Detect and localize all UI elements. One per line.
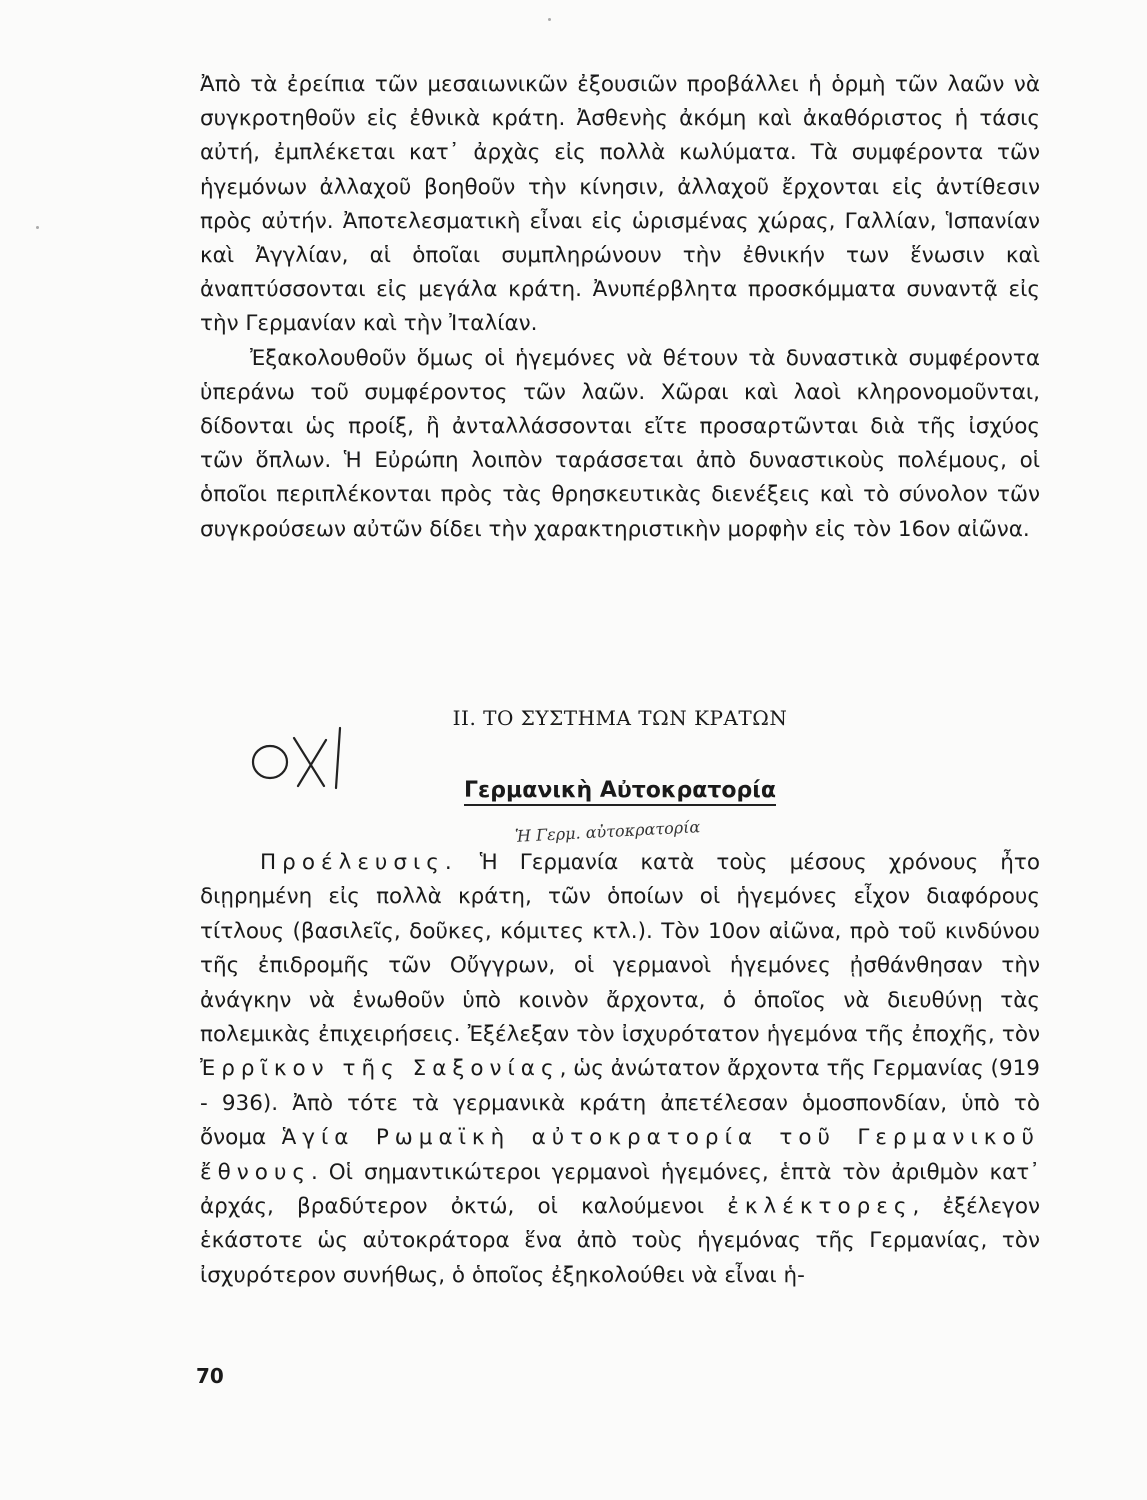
handwritten-annotation: Ἡ Γερμ. αὐτοκρατορία [514, 817, 701, 846]
lead-word: Προέλευσις. [260, 850, 458, 875]
spaced-name-1: Ἐρρῖκον τῆς Σαξονίας [200, 1056, 560, 1082]
subheading-text: Γερμανικὴ Αὐτοκρατορία [464, 778, 776, 806]
paper-speck [36, 226, 39, 229]
paragraph-1: Ἀπὸ τὰ ἐρείπια τῶν μεσαιωνικῶν ἐξουσιῶν προβάλλει ἡ ὁρμὴ τῶν λαῶν νὰ συγκροτηθοῦν εἰς ἐθνικὰ κράτη. Ἀσθενὴς ἀκόμη καὶ ἀκαθόριστος ἡ τάσις αὐτή, ἐμπλέκεται κατ᾽ ἀρχὰς εἰς πολλὰ κωλύματα. Τὰ συμφέροντα τῶν ἡγεμόνων ἀλλαχοῦ βοηθοῦν τὴν κίνησιν, ἀλλαχοῦ ἔρχονται εἰς ἀντίθεσιν πρὸς αὐτήν. Ἀποτελεσματικὴ εἶναι εἰς ὡρισμένας χώρας, Γαλλίαν, Ἱσπανίαν καὶ Ἀγγλίαν, αἱ ὁποῖαι συμπληρώνουν τὴν ἐθνικήν των ἕνωσιν καὶ ἀναπτύσσονται εἰς μεγάλα κράτη. Ἀνυπέρβλητα προσκόμματα συναντᾷ εἰς τὴν Γερμανίαν καὶ τὴν Ἰταλίαν. [200, 72, 1040, 337]
top-body-text [200, 68, 1040, 547]
text-part-4: , ἐξέλεγον ἑκάστοτε ὡς αὐτοκράτορα ἕνα ἀπὸ τοὺς ἡγεμόνας τῆς Γερμανίας, τὸν ἰσχυρότερον συνήθως, ὁ ὁποῖος ἐξηκολούθει νὰ εἶναι ἡ- [200, 1194, 1040, 1288]
page-number: 70 [196, 1364, 224, 1388]
bottom-body-text [200, 846, 1040, 1293]
spaced-name-2: Ἁγία Ρωμαϊκὴ αὐτοκρατορία τοῦ Γερμανικοῦ ἔθνους [200, 1125, 1040, 1185]
paragraph-3 [200, 846, 1040, 1293]
section-heading: II. ΤΟ ΣΥΣΤΗΜΑ ΤΩΝ ΚΡΑΤΩΝ [452, 706, 788, 730]
text-part-3: . Οἱ σημαντικώτεροι γερμανοὶ ἡγεμόνες, ἑπτὰ τὸν ἀριθμὸν κατ᾽ ἀρχάς, βραδύτερον ὀκτώ, οἱ καλούμενοι [200, 1159, 1040, 1220]
text-part-1: Ἡ Γερμανία κατὰ τοὺς μέσους χρόνους ἦτο διῃρημένη εἰς πολλὰ κράτη, τῶν ὁποίων οἱ ἡγεμόνες εἶχον διαφόρους τίτλους (βασιλεῖς, δοῦκες, κόμιτες κτλ.). Τὸν 10ον αἰῶνα, πρὸ τοῦ κινδύνου τῆς ἐπιδρομῆς τῶν Οὔγγρων, οἱ γερμανοὶ ἡγεμόνες ᾐσθάνθησαν τὴν ἀνάγκην νὰ ἑνωθοῦν ὑπὸ κοινὸν ἄρχοντα, ὁ ὁποῖος νὰ διευθύνῃ τὰς πολεμικὰς ἐπιχειρήσεις. Ἐξέλεξαν τὸν ἰσχυρότατον ἡγεμόνα τῆς ἐποχῆς, τὸν [200, 850, 1040, 1048]
spaced-name-3: ἐκλέκτορες [727, 1194, 913, 1220]
subheading [200, 778, 1040, 803]
paragraph-2: Ἐξακολουθοῦν ὅμως οἱ ἡγεμόνες νὰ θέτουν τὰ δυναστικὰ συμφέροντα ὑπεράνω τοῦ συμφέροντος τῶν λαῶν. Χῶραι καὶ λαοὶ κληρονομοῦνται, δίδονται ὡς προίξ, ἢ ἀνταλλάσσονται εἴτε προσαρτῶνται διὰ τῆς ἰσχύος τῶν ὅπλων. Ἡ Εὐρώπη λοιπὸν ταράσσεται ἀπὸ δυναστικοὺς πολέμους, οἱ ὁποῖοι περιπλέκονται πρὸς τὰς θρησκευτικὰς διενέξεις καὶ τὸ σύνολον τῶν συγκρούσεων αὐτῶν δίδει τὴν χαρακτηριστικὴν μορφὴν εἰς τὸν 16ον αἰῶνα. [200, 345, 1040, 542]
text-part-2: , ὡς ἀνώτατον ἄρχοντα τῆς Γερμανίας (919 - 936). Ἀπὸ τότε τὰ γερμανικὰ κράτη ἀπετέλεσαν ὁμοσπονδίαν, ὑπὸ τὸ ὄνομα [200, 1056, 1040, 1151]
paper-speck [548, 18, 551, 21]
